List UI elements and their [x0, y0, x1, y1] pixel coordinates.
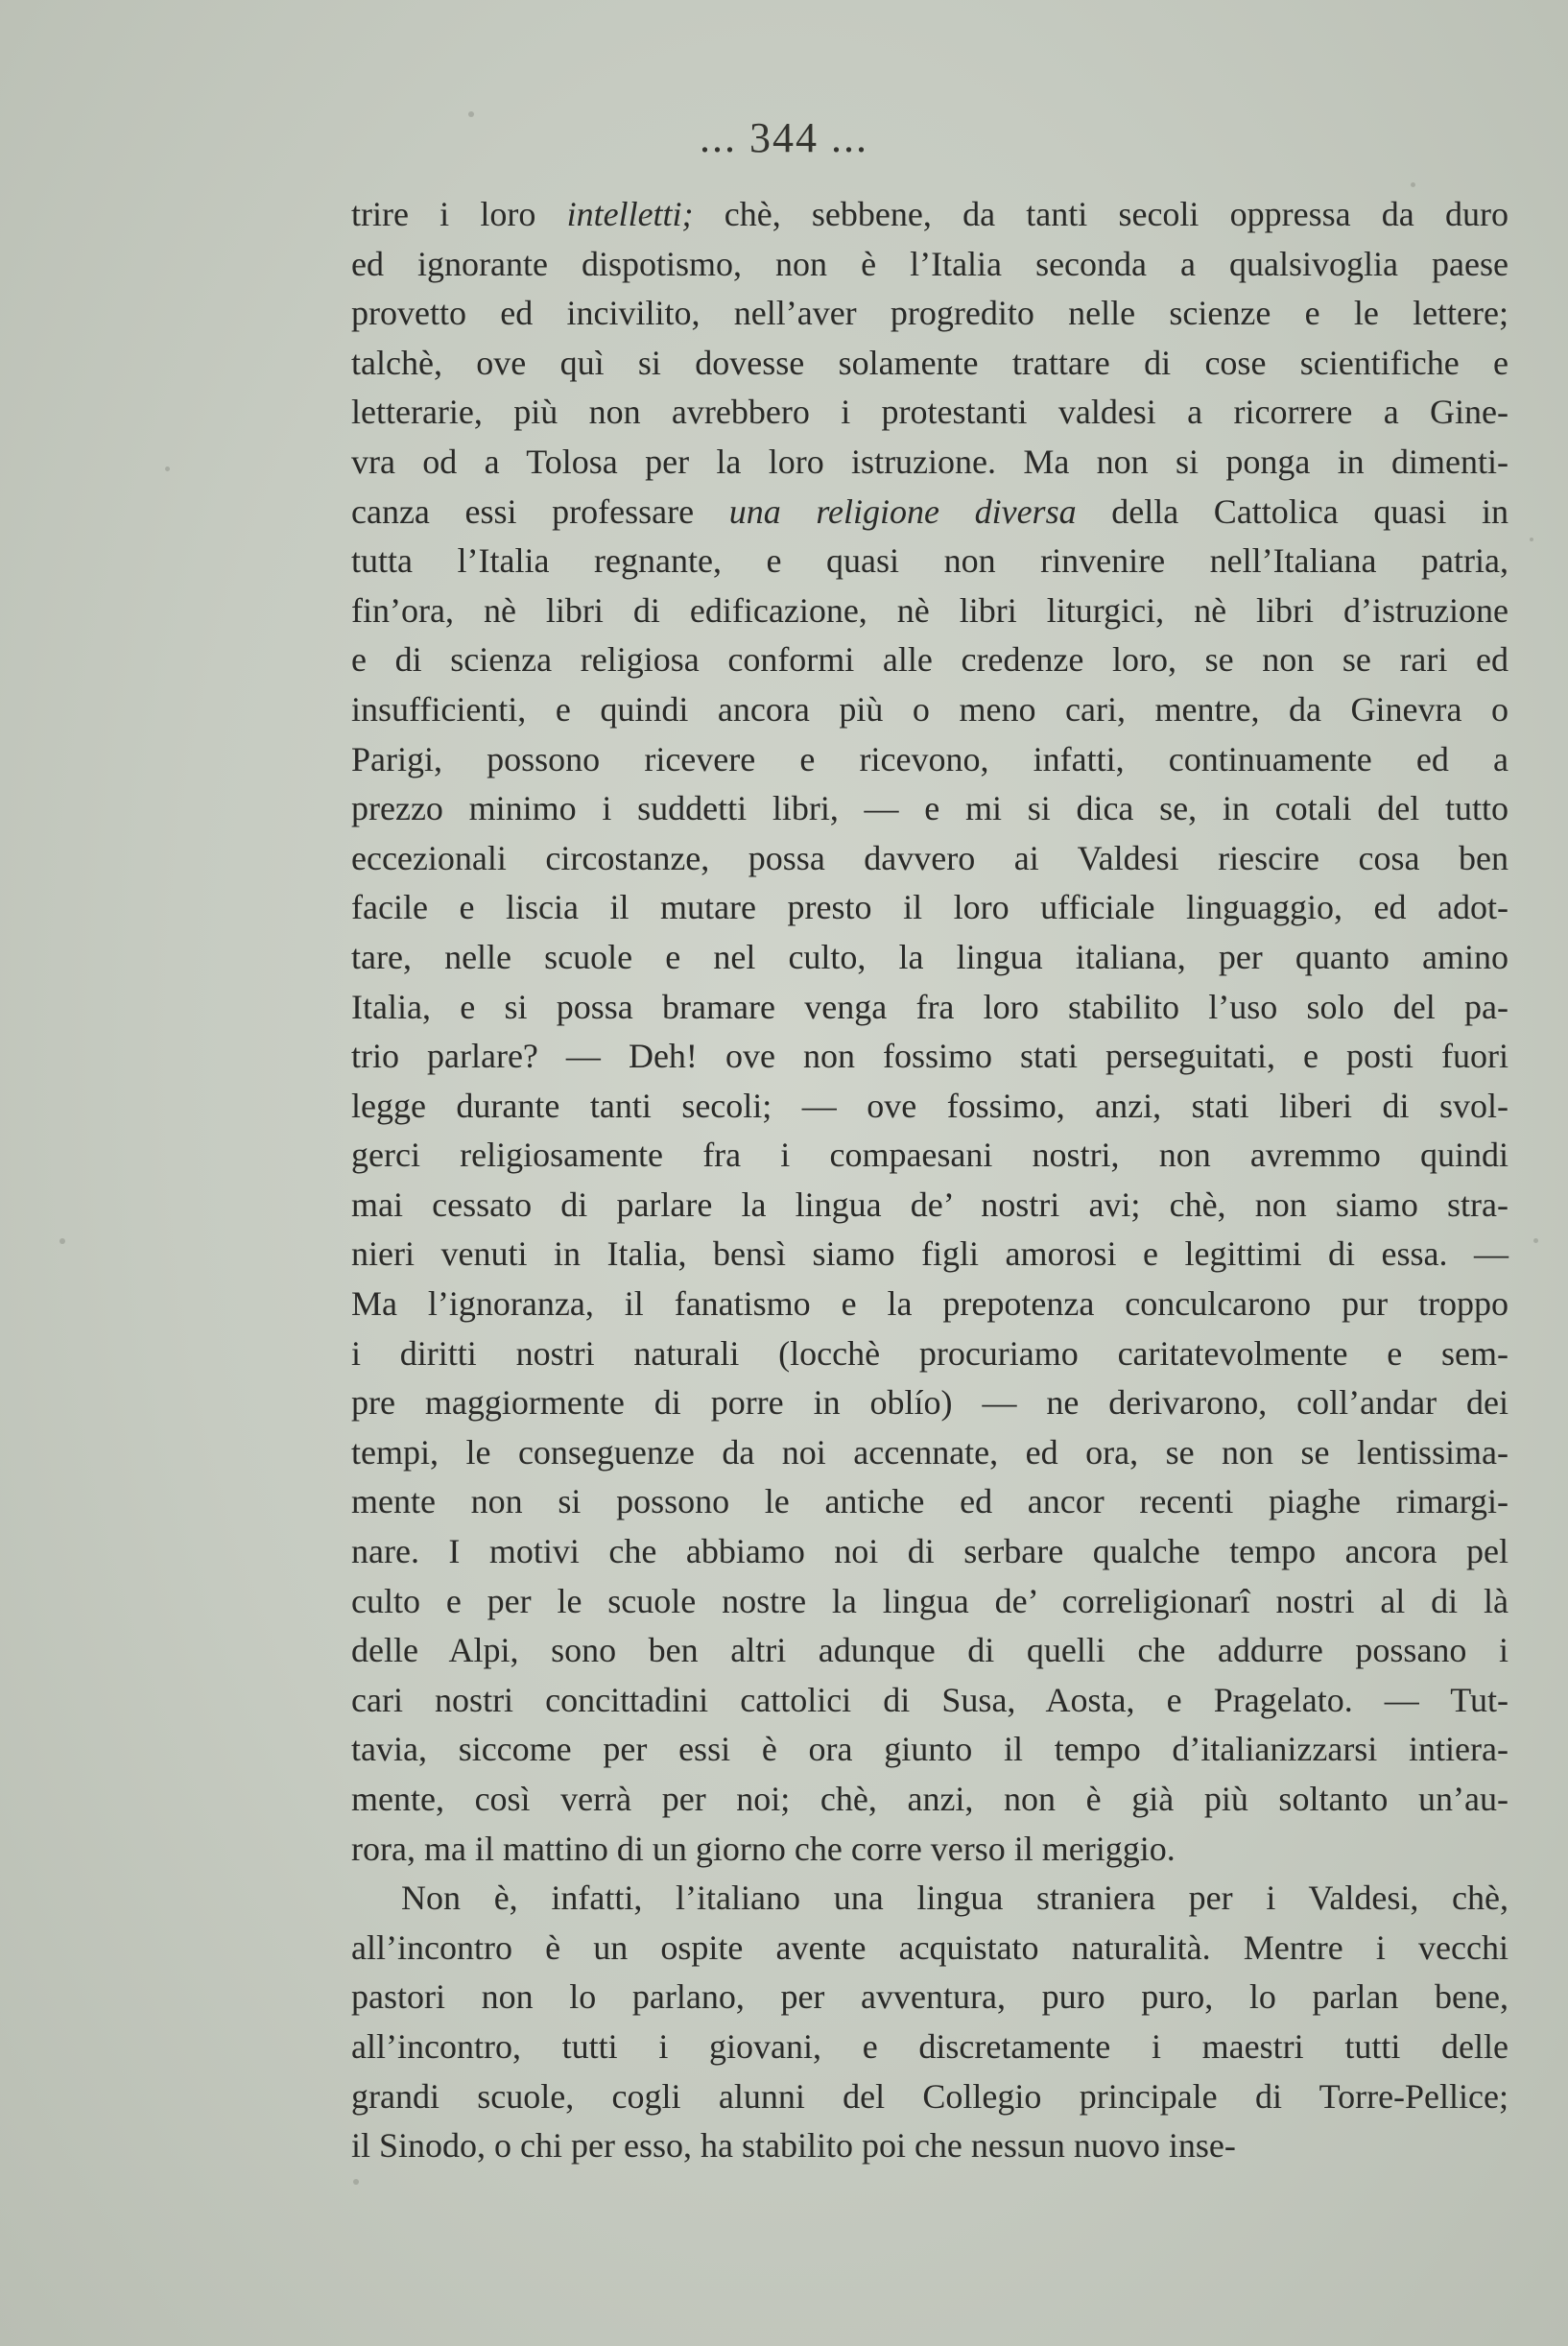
text-segment: facile e liscia il mutare presto il loro ufficiale linguaggio, ed adot- [351, 888, 1509, 927]
text-segment: delle Alpi, sono ben altri adunque di quelli che addurre possano i [351, 1631, 1509, 1670]
text-line [351, 1082, 1509, 1132]
body-text [351, 190, 1509, 2171]
text-line [351, 1874, 1509, 1924]
text-segment: tutta l’Italia regnante, e quasi non rinvenire nell’Italiana patria, [351, 541, 1509, 581]
text-segment: Italia, e si possa bramare venga fra loro stabilito l’uso solo del pa- [351, 987, 1509, 1026]
text-segment: nare. I motivi che abbiamo noi di serbare qualche tempo ancora pel [351, 1532, 1509, 1571]
text-segment: Parigi, possono ricevere e ricevono, infatti, continuamente ed a [351, 739, 1509, 778]
text-line [351, 339, 1509, 389]
text-segment: i diritti nostri naturali (locchè procuriamo caritatevolmente e sem- [351, 1333, 1509, 1373]
text-line [351, 1527, 1509, 1577]
text-line [351, 586, 1509, 636]
paper-spot [353, 2179, 359, 2185]
text-segment: prezzo minimo i suddetti libri, — e mi si dica se, in cotali del tutto [351, 789, 1509, 828]
text-line [351, 1676, 1509, 1726]
paper-spot [1533, 1238, 1538, 1243]
text-segment: il Sinodo, o chi per esso, ha stabilito poi che nessun nuovo inse- [351, 2126, 1236, 2166]
text-line [351, 190, 1509, 240]
text-line [351, 685, 1509, 735]
text-line [351, 2023, 1509, 2072]
text-segment: culto e per le scuole nostre la lingua de’ correligionarî nostri al di là [351, 1581, 1509, 1620]
text-line [351, 1131, 1509, 1181]
text-segment: insufficienti, e quindi ancora più o meno cari, mentre, da Ginevra o [351, 689, 1509, 729]
text-line [351, 1725, 1509, 1775]
text-segment: talchè, ove quì si dovesse solamente trattare di cose scientifiche e [351, 343, 1509, 382]
text-line [351, 883, 1509, 933]
text-line [351, 1428, 1509, 1478]
text-line [351, 1378, 1509, 1428]
text-line [351, 537, 1509, 586]
text-line [351, 388, 1509, 438]
text-line [351, 2121, 1509, 2171]
text-line [351, 784, 1509, 834]
text-line [351, 1924, 1509, 1974]
text-segment: letterarie, più non avrebbero i protestanti valdesi a ricorrere a Gine- [351, 393, 1509, 432]
text-segment: mai cessato di parlare la lingua de’ nostri avi; chè, non siamo stra- [351, 1185, 1509, 1224]
paper-spot [59, 1238, 65, 1244]
text-segment: all’incontro, tutti i giovani, e discretamente i maestri tutti delle [351, 2026, 1509, 2066]
text-line [351, 635, 1509, 685]
text-segment: provetto ed incivilito, nell’aver progredito nelle scienze e le lettere; [351, 294, 1509, 333]
text-segment: canza essi professare [351, 491, 729, 531]
paper-spot [1530, 538, 1533, 541]
text-segment: cari nostri concittadini cattolici di Susa, Aosta, e Pragelato. — Tut- [351, 1680, 1509, 1719]
text-segment: gerci religiosamente fra i compaesani nostri, non avremmo quindi [351, 1136, 1509, 1175]
text-segment: tavia, siccome per essi è ora giunto il tempo d’italianizzarsi intiera- [351, 1730, 1509, 1769]
text-line [351, 735, 1509, 785]
text-segment: nieri venuti in Italia, bensì siamo figli amorosi e legittimi di essa. — [351, 1234, 1509, 1274]
text-line [351, 488, 1509, 538]
paper-spot [165, 467, 170, 471]
text-line [351, 1626, 1509, 1676]
text-segment: mente non si possono le antiche ed ancor recenti piaghe rimargi- [351, 1482, 1509, 1521]
text-segment: pastori non lo parlano, per avventura, puro puro, lo parlan bene, [351, 1977, 1509, 2017]
text-line [351, 1181, 1509, 1231]
text-line [351, 1230, 1509, 1280]
text-segment: chè, sebbene, da tanti secoli oppressa da duro [693, 195, 1509, 233]
text-segment: ed ignorante dispotismo, non è l’Italia seconda a qualsivoglia paese [351, 244, 1509, 283]
text-line [351, 1577, 1509, 1627]
paper-spot [1411, 182, 1415, 187]
text-line [351, 1329, 1509, 1379]
text-segment: tare, nelle scuole e nel culto, la lingua italiana, per quanto amino [351, 937, 1509, 976]
text-segment: eccezionali circostanze, possa davvero ai Valdesi riescire cosa ben [351, 838, 1509, 877]
text-line [351, 933, 1509, 983]
text-segment: pre maggiormente di porre in oblío) — ne derivarono, coll’andar dei [351, 1383, 1509, 1423]
page-number: ... 344 ... [700, 114, 868, 161]
text-segment: Non è, infatti, l’italiano una lingua straniera per i Valdesi, chè, [401, 1879, 1509, 1918]
text-line [351, 834, 1509, 884]
text-line [351, 1825, 1509, 1875]
text-segment: rora, ma il mattino di un giorno che corre verso il meriggio. [351, 1829, 1176, 1868]
text-line [351, 289, 1509, 339]
text-segment: fin’ora, nè libri di edificazione, nè libri liturgici, nè libri d’istruzione [351, 590, 1509, 630]
text-line [351, 1477, 1509, 1527]
text-line [351, 438, 1509, 488]
text-line [351, 240, 1509, 290]
text-segment: Ma l’ignoranza, il fanatismo e la prepotenza conculcarono pur troppo [351, 1284, 1509, 1324]
text-segment: e di scienza religiosa conformi alle credenze loro, se non se rari ed [351, 640, 1509, 680]
text-line [351, 1280, 1509, 1329]
text-segment: grandi scuole, cogli alunni del Collegio principale di Torre-Pellice; [351, 2076, 1509, 2116]
text-line [351, 1973, 1509, 2023]
text-segment: vra od a Tolosa per la loro istruzione. Ma non si ponga in dimenti- [351, 442, 1509, 481]
text-line [351, 1775, 1509, 1825]
italic-text: intelletti; [566, 195, 694, 233]
text-segment: legge durante tanti secoli; — ove fossimo, anzi, stati liberi di svol- [351, 1086, 1509, 1125]
text-segment: trio parlare? — Deh! ove non fossimo stati perseguitati, e posti fuori [351, 1037, 1509, 1076]
text-segment: tempi, le conseguenze da noi accennate, ed ora, se non se lentissima- [351, 1432, 1509, 1472]
text-line [351, 2072, 1509, 2122]
italic-text: una religione diversa [728, 491, 1077, 531]
text-line [351, 983, 1509, 1033]
text-segment: all’incontro è un ospite avente acquistato naturalità. Mentre i vecchi [351, 1927, 1509, 1967]
text-segment: mente, così verrà per noi; chè, anzi, non è già più soltanto un’au- [351, 1780, 1509, 1818]
text-segment: trire i loro [351, 195, 567, 233]
text-segment: della Cattolica quasi in [1076, 491, 1509, 531]
text-line [351, 1032, 1509, 1082]
